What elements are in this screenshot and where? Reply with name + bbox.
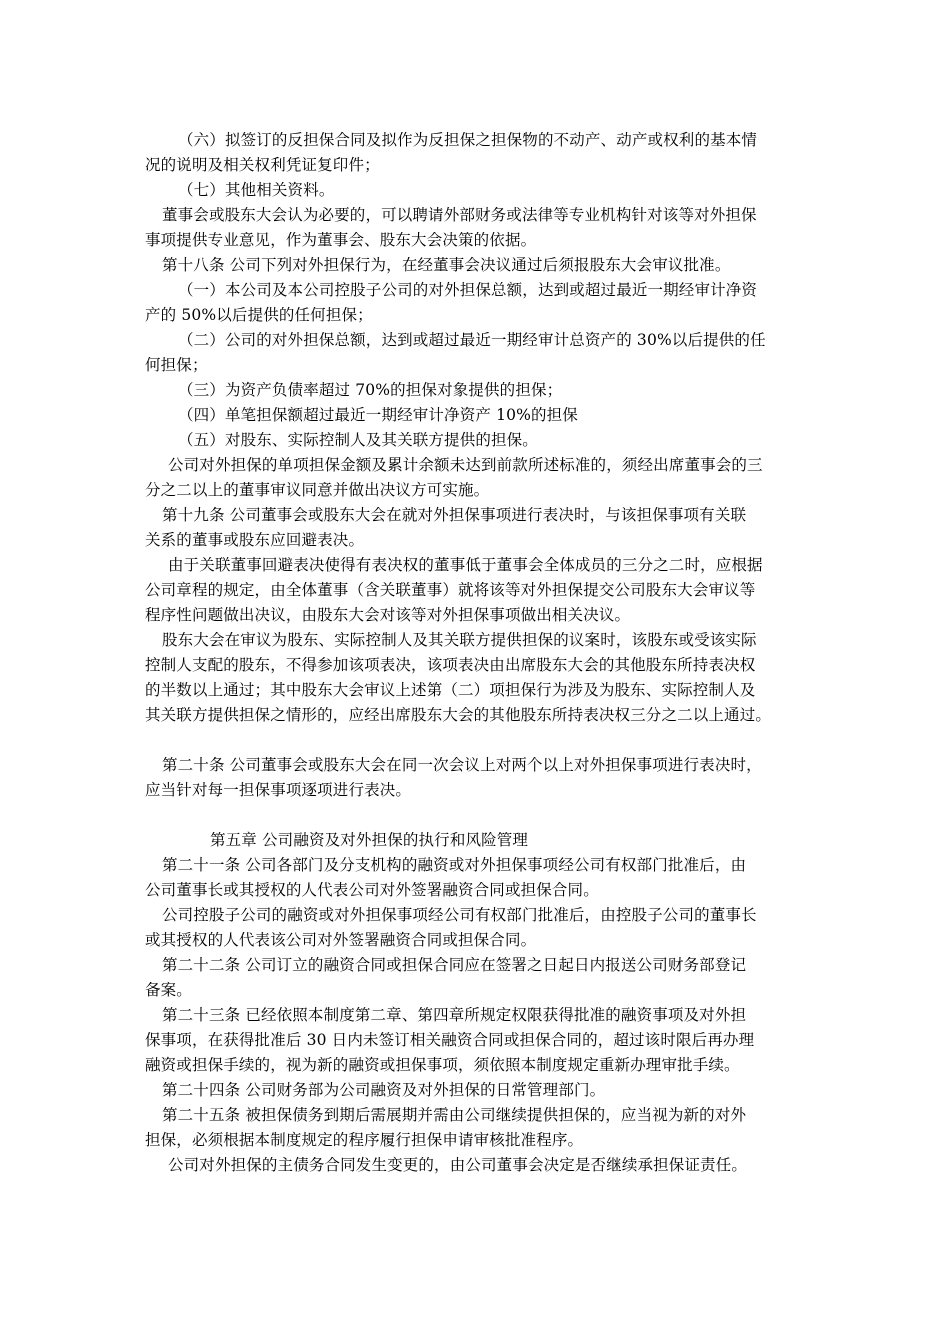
article-heading-25: 第二十五条 被担保债务到期后需展期并需由公司继续提供担保的，应当视为新的对外 <box>162 1106 747 1124</box>
article-heading-19: 第十九条 公司董事会或股东大会在就对外担保事项进行表决时，与该担保事项有关联 <box>162 506 747 524</box>
paragraph-line: （七）其他相关资料。 <box>178 181 335 199</box>
paragraph-line: 其关联方提供担保之情形的，应经出席股东大会的其他股东所持表决权三分之二以上通过。 <box>145 706 772 724</box>
paragraph-line: （二）公司的对外担保总额，达到或超过最近一期经审计总资产的 30%以后提供的任 <box>178 331 766 349</box>
paragraph-line: 程序性问题做出决议，由股东大会对该等对外担保事项做出相关决议。 <box>145 606 631 624</box>
paragraph-line: 的半数以上通过；其中股东大会审议上述第（二）项担保行为涉及为股东、实际控制人及 <box>145 681 756 699</box>
chapter-title: 第五章 公司融资及对外担保的执行和风险管理 <box>210 831 529 849</box>
article-heading-21: 第二十一条 公司各部门及分支机构的融资或对外担保事项经公司有权部门批准后，由 <box>162 856 747 874</box>
paragraph-line: 公司对外担保的主债务合同发生变更的，由公司董事会决定是否继续承担保证责任。 <box>168 1156 748 1174</box>
paragraph-line: （四）单笔担保额超过最近一期经审计净资产 10%的担保 <box>178 406 578 424</box>
paragraph-line: （六）拟签订的反担保合同及拟作为反担保之担保物的不动产、动产或权利的基本情 <box>178 131 758 149</box>
article-heading-23: 第二十三条 已经依照本制度第二章、第四章所规定权限获得批准的融资事项及对外担 <box>162 1006 747 1024</box>
paragraph-line: 由于关联董事回避表决使得有表决权的董事低于董事会全体成员的三分之二时，应根据 <box>168 556 763 574</box>
paragraph-line: 产的 50%以后提供的任何担保； <box>145 306 373 324</box>
paragraph-line: 关系的董事或股东应回避表决。 <box>145 531 365 549</box>
paragraph-line: 董事会或股东大会认为必要的，可以聘请外部财务或法律等专业机构针对该等对外担保 <box>162 206 757 224</box>
paragraph-line: 应当针对每一担保事项逐项进行表决。 <box>145 781 412 799</box>
paragraph-line: 事项提供专业意见，作为董事会、股东大会决策的依据。 <box>145 231 537 249</box>
paragraph-line: 何担保； <box>145 356 208 374</box>
paragraph-line: 公司董事长或其授权的人代表公司对外签署融资合同或担保合同。 <box>145 881 599 899</box>
paragraph-line: 控制人支配的股东，不得参加该项表决，该项表决由出席股东大会的其他股东所持表决权 <box>145 656 756 674</box>
paragraph-line: 公司章程的规定，由全体董事（含关联董事）就将该等对外担保提交公司股东大会审议等 <box>145 581 756 599</box>
paragraph-line: 或其授权的人代表该公司对外签署融资合同或担保合同。 <box>145 931 537 949</box>
paragraph-line: 分之二以上的董事审议同意并做出决议方可实施。 <box>145 481 490 499</box>
paragraph-line: 股东大会在审议为股东、实际控制人及其关联方提供担保的议案时，该股东或受该实际 <box>162 631 757 649</box>
paragraph-line: 公司对外担保的单项担保金额及累计余额未达到前款所述标准的，须经出席董事会的三 <box>168 456 763 474</box>
paragraph-line: （三）为资产负债率超过 70%的担保对象提供的担保； <box>178 381 563 399</box>
paragraph-line: （一）本公司及本公司控股子公司的对外担保总额，达到或超过最近一期经审计净资 <box>178 281 758 299</box>
paragraph-line: 保事项，在获得批准后 30 日内未签订相关融资合同或担保合同的，超过该时限后再办理 <box>145 1031 755 1049</box>
article-heading-24: 第二十四条 公司财务部为公司融资及对外担保的日常管理部门。 <box>162 1081 606 1099</box>
paragraph-line: 融资或担保手续的，视为新的融资或担保事项，须依照本制度规定重新办理审批手续。 <box>145 1056 740 1074</box>
paragraph-line: 担保，必须根据本制度规定的程序履行担保申请审核批准程序。 <box>145 1131 584 1149</box>
paragraph-line: （五）对股东、实际控制人及其关联方提供的担保。 <box>178 431 538 449</box>
paragraph-line: 公司控股子公司的融资或对外担保事项经公司有权部门批准后，由控股子公司的董事长 <box>162 906 757 924</box>
article-heading-22: 第二十二条 公司订立的融资合同或担保合同应在签署之日起日内报送公司财务部登记 <box>162 956 747 974</box>
article-heading-18: 第十八条 公司下列对外担保行为，在经董事会决议通过后须报股东大会审议批准。 <box>162 256 731 274</box>
paragraph-line: 备案。 <box>145 981 192 999</box>
paragraph-line: 况的说明及相关权利凭证复印件； <box>145 156 380 174</box>
article-heading-20: 第二十条 公司董事会或股东大会在同一次会议上对两个以上对外担保事项进行表决时， <box>162 756 762 774</box>
